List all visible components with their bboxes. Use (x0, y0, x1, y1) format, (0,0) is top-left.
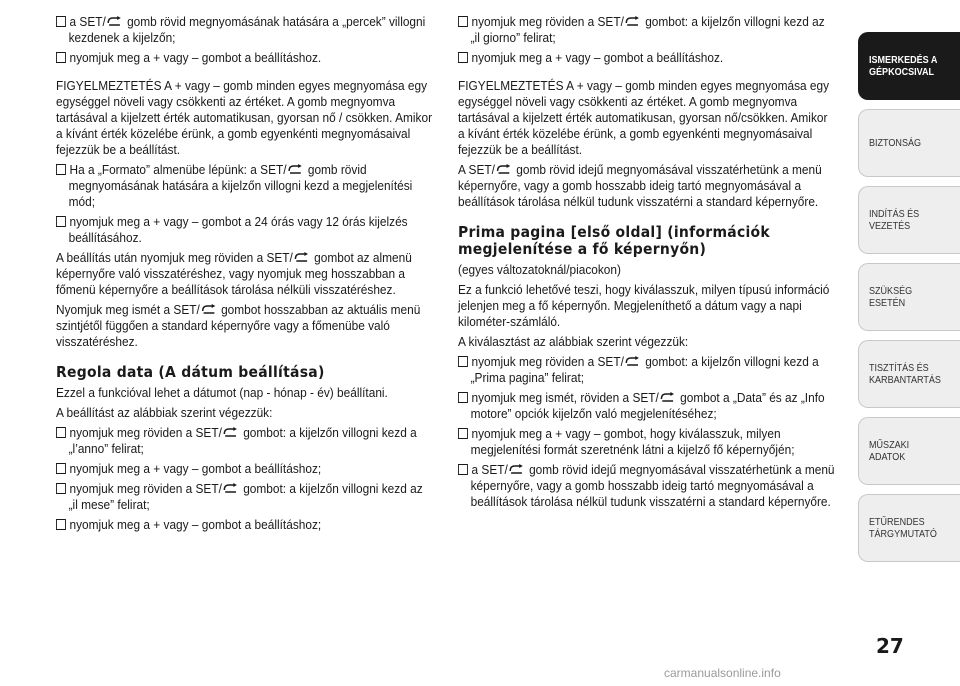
checkbox-bullet-icon (56, 216, 66, 227)
right-column (458, 14, 836, 514)
set-key-icon (201, 304, 217, 315)
bullet-item: nyomjuk meg a + vagy – gombot a beállításhoz. (56, 50, 434, 66)
paragraph: Ezzel a funkcióval lehet a dátumot (nap - hónap - év) beállítani. (56, 385, 388, 400)
set-key-icon (625, 16, 641, 27)
checkbox-bullet-icon (56, 16, 66, 27)
bullet-item: nyomjuk meg röviden a SET/ gombot: a kijelzőn villogni kezd a „Prima pagina” felirat; (458, 354, 836, 386)
tab-szukseg-eseten[interactable]: SZÜKSÉG ESETÉN (858, 263, 960, 331)
checkbox-bullet-icon (56, 427, 66, 438)
tab-biztonsag[interactable]: BIZTONSÁG (858, 109, 960, 177)
paragraph: A SET/ gomb rövid idejű megnyomásával visszatérhetünk a menü képernyőre, vagy a gomb hosszabb ideig tartó megnyomásával a beállítások tárolása nélkül tudunk visszatérni a standard képernyőre. (458, 162, 822, 209)
bullet-item: nyomjuk meg röviden a SET/ gombot: a kijelzőn villogni kezd az „il giorno” felirat; (458, 14, 836, 46)
section-heading: Regola data (A dátum beállítása) (56, 363, 325, 381)
paragraph: A beállítást az alábbiak szerint végezzük: (56, 405, 273, 420)
tab-inditas-es-vezetes[interactable]: INDÍTÁS ÉS VEZETÉS (858, 186, 960, 254)
set-key-icon (223, 483, 239, 494)
bullet-item: nyomjuk meg röviden a SET/ gombot: a kijelzőn villogni kezd az „il mese” felirat; (56, 481, 434, 513)
bullet-item: a SET/ gomb rövid idejű megnyomásával visszatérhetünk a menü képernyőre, vagy a gomb hosszabb ideig tartó megnyomásával a beállítások tárolása nélkül tudunk visszatérni a standard képernyőre. (458, 462, 836, 510)
page-number: 27 (876, 634, 904, 658)
bullet-item: nyomjuk meg ismét, röviden a SET/ gombot a „Data” és az „Info motore” opciók kijelzőn való megjelenítéséhez; (458, 390, 836, 422)
set-key-icon (287, 164, 303, 175)
checkbox-bullet-icon (458, 392, 468, 403)
bullet-item: nyomjuk meg röviden a SET/ gombot: a kijelzőn villogni kezd a „l’anno” felirat; (56, 425, 434, 457)
watermark: carmanualsonline.info (664, 666, 781, 680)
set-key-icon (509, 464, 525, 475)
paragraph: Nyomjuk meg ismét a SET/ gombot hosszabban az aktuális menü szintjétől függően a standard képernyőre vagy a főmenübe való visszatéréshez. (56, 302, 421, 349)
warning-paragraph: FIGYELMEZTETÉS A + vagy – gomb minden egyes megnyomása egy egységgel növeli vagy csökkenti az értéket. A gomb megnyomva tartásával a kijelzett érték automatikusan, gyorsan nő/csökken. Amikor a kívánt érték közelébe érünk, a gomb egyenkénti megnyomásaival fejezzük be a beállítást. (458, 78, 830, 157)
tab-targymutato[interactable]: ETŰRENDES TÁRGYMUTATÓ (858, 494, 960, 562)
checkbox-bullet-icon (56, 483, 66, 494)
checkbox-bullet-icon (458, 464, 468, 475)
left-column (56, 14, 434, 537)
set-key-icon (294, 252, 310, 263)
paragraph: Ez a funkció lehetővé teszi, hogy kiválasszuk, milyen típusú információ jelenjen meg a fő képernyőn. Megjeleníthető a dátum vagy a napi kilométer-számláló. (458, 282, 830, 329)
tab-tisztitas-es-karbantartas[interactable]: TISZTÍTÁS ÉS KARBANTARTÁS (858, 340, 960, 408)
bullet-item: nyomjuk meg a + vagy – gombot a beállításhoz; (56, 461, 434, 477)
chapter-tabs (858, 32, 960, 571)
paragraph: A kiválasztást az alábbiak szerint végezzük: (458, 334, 689, 349)
set-key-icon (496, 164, 512, 175)
checkbox-bullet-icon (458, 16, 468, 27)
checkbox-bullet-icon (458, 52, 468, 63)
bullet-item: Ha a „Formato” almenübe lépünk: a SET/ gomb rövid megnyomásának hatására a kijelzőn villogni kezd a megjelenítési mód; (56, 162, 434, 210)
bullet-item: nyomjuk meg a + vagy – gombot a 24 órás vagy 12 órás kijelzés beállításához. (56, 214, 434, 246)
tab-muszaki-adatok[interactable]: MŰSZAKI ADATOK (858, 417, 960, 485)
set-key-icon (107, 16, 123, 27)
set-key-icon (223, 427, 239, 438)
tab-ismerkedes[interactable]: ISMERKEDÉS A GÉPKOCSIVAL (858, 32, 960, 100)
bullet-item: nyomjuk meg a + vagy – gombot a beállításhoz. (458, 50, 836, 66)
paragraph: A beállítás után nyomjuk meg röviden a SET/ gombot az almenü képernyőre való visszatéréshez, vagy nyomjuk meg hosszabban a főmenü képernyőre a beállítások tárolása nélküli visszatéréshez. (56, 250, 412, 297)
checkbox-bullet-icon (56, 519, 66, 530)
bullet-item: nyomjuk meg a + vagy – gombot, hogy kiválasszuk, milyen megjelenítési formát szeretnénk látni a kijelző fő képernyőjén; (458, 426, 836, 458)
bullet-item: a SET/ gomb rövid megnyomásának hatására a „percek” villogni kezdenek a kijelzőn; (56, 14, 434, 46)
checkbox-bullet-icon (56, 164, 66, 175)
checkbox-bullet-icon (56, 463, 66, 474)
checkbox-bullet-icon (56, 52, 66, 63)
checkbox-bullet-icon (458, 428, 468, 439)
bullet-item: nyomjuk meg a + vagy – gombot a beállításhoz; (56, 517, 434, 533)
section-subtitle: (egyes változatoknál/piacokon) (458, 262, 621, 277)
checkbox-bullet-icon (458, 356, 468, 367)
section-heading: Prima pagina [első oldal] (információk megjelenítése a fő képernyőn) (458, 223, 770, 258)
set-key-icon (625, 356, 641, 367)
warning-paragraph: FIGYELMEZTETÉS A + vagy – gomb minden egyes megnyomása egy egységgel növeli vagy csökkenti az értéket. A gomb megnyomva tartásával a kijelzett érték automatikusan, gyorsan nő / csökken. Amikor a kívánt érték közelébe érünk, a gomb egyenkénti megnyomásaival fejezzük be a beállítást. (56, 78, 433, 157)
set-key-icon (660, 392, 676, 403)
